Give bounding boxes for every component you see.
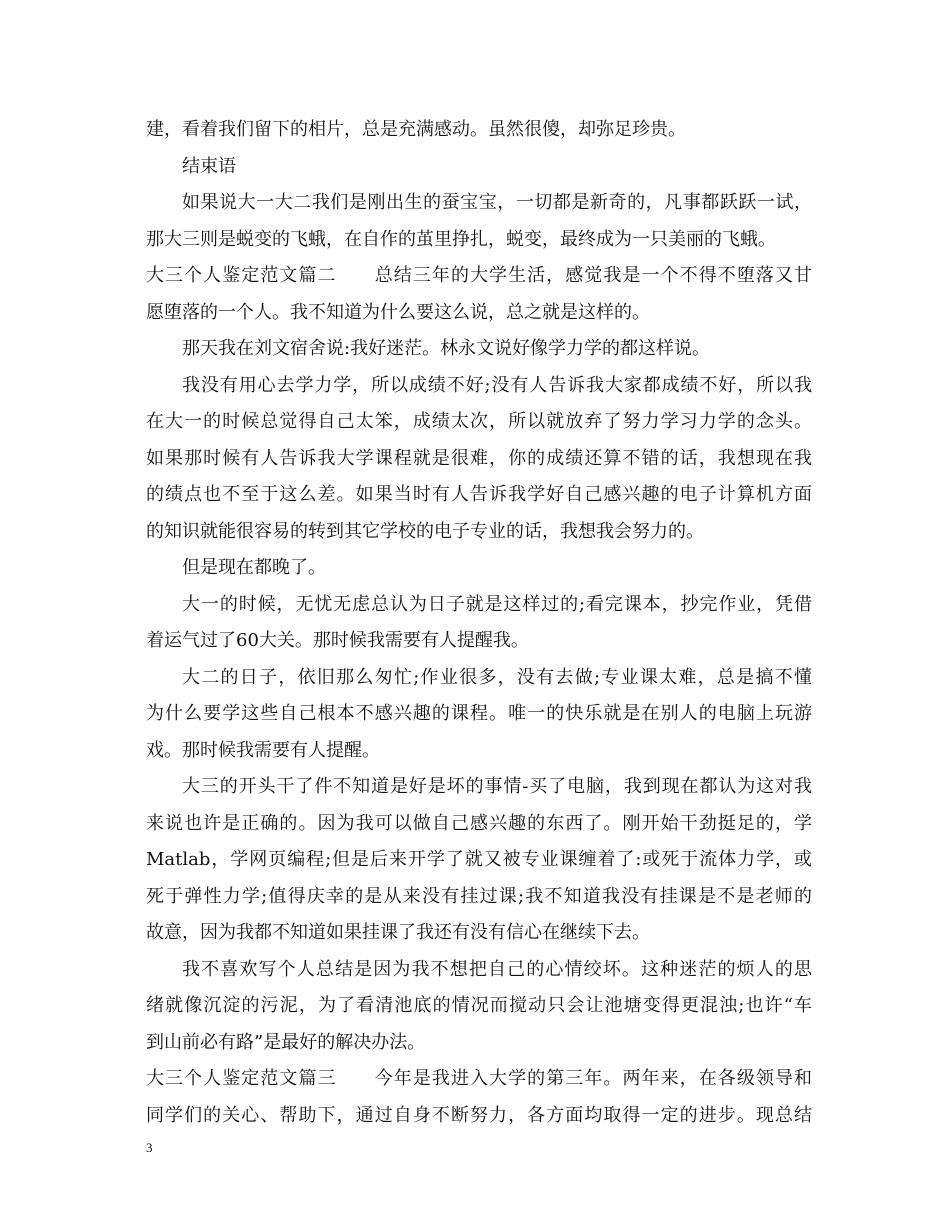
text-line: 愿堕落的一个人。我不知道为什么要这么说，总之就是这样的。 <box>146 301 650 323</box>
text-line: 在大一的时候总觉得自己太笨，成绩太次，所以就放弃了努力学习力学的念头。 <box>146 411 812 432</box>
text-line: 同学们的关心、帮助下，通过自身不断努力，各方面均取得一定的进步。现总结 <box>146 1104 812 1126</box>
text-line: 我不喜欢写个人总结是因为我不想把自己的心情绞坏。这种迷茫的烦人的思 <box>182 958 812 980</box>
text-line: 绪就像沉淀的污泥，为了看清池底的情况而搅动只会让池塘变得更混浊;也许“车 <box>146 995 812 1016</box>
text-line: Matlab，学网页编程;但是后来开学了就又被专业课缠着了:或死于流体力学，或 <box>146 849 812 870</box>
text-line: 戏。那时候我需要有人提醒。 <box>146 739 380 761</box>
text-line: 故意，因为我都不知道如果挂课了我还有没有信心在继续下去。 <box>146 922 650 943</box>
text-line: 那大三则是蜕变的飞蛾，在自作的茧里挣扎，蜕变，最终成为一只美丽的飞蛾。 <box>146 228 776 250</box>
text-line: 的知识就能很容易的转到其它学校的电子专业的话，我想我会努力的。 <box>146 520 704 542</box>
text-line: 大三的开头干了件不知道是好是坏的事情-买了电脑，我到现在都认为这对我 <box>182 776 812 797</box>
text-line: 的绩点也不至于这么差。如果当时有人告诉我学好自己感兴趣的电子计算机方面 <box>146 484 812 505</box>
document-body <box>146 112 812 1134</box>
text-line: 到山前必有路”是最好的解决办法。 <box>146 1031 426 1053</box>
text-line: 我没有用心去学力学，所以成绩不好;没有人告诉我大家都成绩不好，所以我 <box>182 374 812 396</box>
text-line: 大一的时候，无忧无虑总认为日子就是这样过的;看完课本，抄完作业，凭借 <box>182 593 812 615</box>
text-line: 为什么要学这些自己根本不感兴趣的课程。唯一的快乐就是在别人的电脑上玩游 <box>146 703 812 724</box>
text-line: 如果那时候有人告诉我大学课程就是很难，你的成绩还算不错的话，我想现在我 <box>146 447 812 469</box>
text-line: 但是现在都晚了。 <box>182 557 326 578</box>
text-line: 如果说大一大二我们是刚出生的蚕宝宝，一切都是新奇的，凡事都跃跃一试， <box>182 192 812 213</box>
section-heading: 结束语 <box>182 155 236 177</box>
page-number: 3 <box>146 1140 153 1155</box>
text-line: 大三个人鉴定范文篇二 总结三年的大学生活，感觉我是一个不得不堕落又甘 <box>146 265 812 286</box>
text-line: 来说也许是正确的。因为我可以做自己感兴趣的东西了。刚开始干劲挺足的，学 <box>146 812 812 834</box>
text-line: 着运气过了60大关。那时候我需要有人提醒我。 <box>146 630 529 651</box>
text-line: 死于弹性力学;值得庆幸的是从来没有挂过课;我不知道我没有挂课是不是老师的 <box>146 885 812 907</box>
text-line: 大二的日子，依旧那么匆忙;作业很多，没有去做;专业课太难，总是搞不懂 <box>182 666 812 688</box>
text-line: 建，看着我们留下的相片，总是充满感动。虽然很傻，却弥足珍贵。 <box>146 119 686 140</box>
text-line: 大三个人鉴定范文篇三 今年是我进入大学的第三年。两年来，在各级领导和 <box>146 1068 812 1089</box>
text-line: 那天我在刘文宿舍说:我好迷茫。林永文说好像学力学的都这样说。 <box>182 338 711 359</box>
